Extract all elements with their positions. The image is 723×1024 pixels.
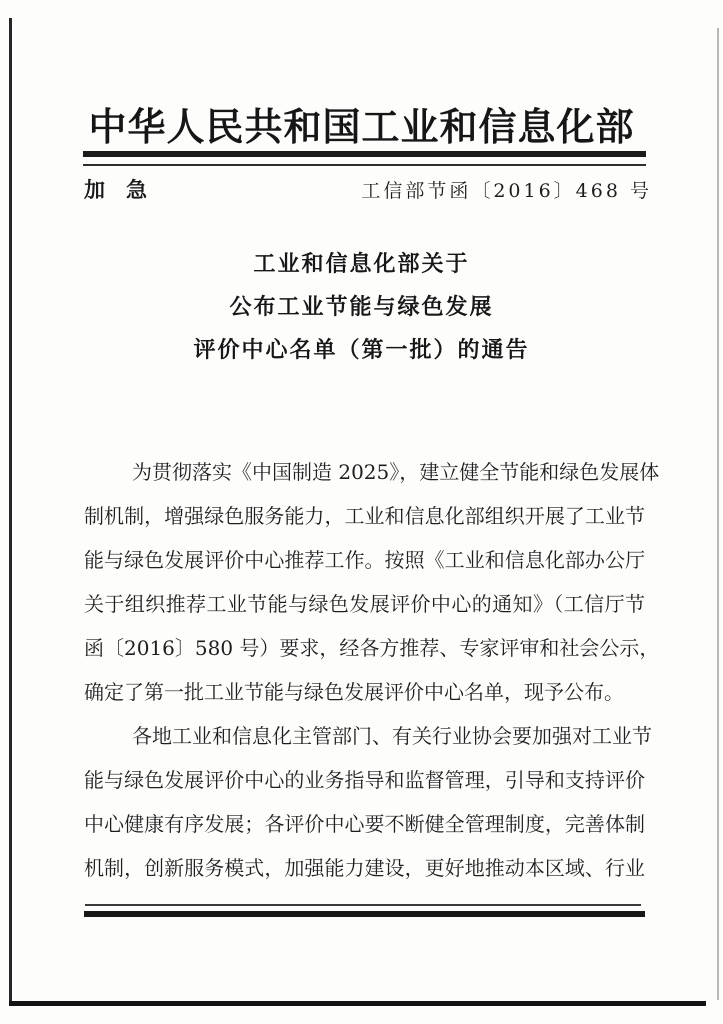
scan-edge-right [717,28,719,1000]
urgency-label: 加 急 [84,177,147,202]
body-line: 关于组织推荐工业节能与绿色发展评价中心的通知》（工信厅节 [84,592,645,616]
body-line: 中心健康有序发展；各评价中心要不断健全管理制度，完善体制 [84,812,645,836]
footer-divider-thin-line [85,904,641,906]
body-line: 机制，创新服务模式，加强能力建设，更好地推动本区域、行业 [84,856,645,880]
header-divider-thick-line [83,151,646,157]
body-line: 函〔2016〕580 号）要求，经各方推荐、专家评审和社会公示， [84,636,660,660]
header-divider [83,151,646,166]
document-title-line-3: 评价中心名单（第一批）的通告 [193,337,530,363]
scan-edge-left [9,18,12,1006]
notice-meta-row [84,176,652,202]
footer-divider-thick-line [84,911,645,917]
paragraph-2 [84,714,652,890]
footer-divider [84,904,645,917]
document-title-line-1: 工业和信息化部关于 [253,251,470,277]
body-line: 为贯彻落实《中国制造 2025》，建立健全节能和绿色发展体 [132,460,660,484]
scan-edge-bottom [9,1001,706,1006]
document-title [0,243,723,372]
body-line: 能与绿色发展评价中心的业务指导和监督管理，引导和支持评价 [84,768,645,792]
body-line: 确定了第一批工业节能与绿色发展评价中心名单，现予公布。 [84,680,624,704]
body-line: 各地工业和信息化主管部门、有关行业协会要加强对工业节 [132,724,652,748]
document-title-line-2: 公布工业节能与绿色发展 [229,294,494,320]
paragraph-1 [84,450,660,714]
document-number: 工信部节函〔2016〕468 号 [361,179,652,202]
masthead-agency-name: 中华人民共和国工业和信息化部 [88,104,635,149]
body-line: 制机制，增强绿色服务能力，工业和信息化部组织开展了工业节 [84,504,645,528]
header-divider-thin-line [83,164,646,166]
document-body [84,450,660,890]
body-line: 能与绿色发展评价中心推荐工作。按照《工业和信息化部办公厅 [84,548,645,572]
